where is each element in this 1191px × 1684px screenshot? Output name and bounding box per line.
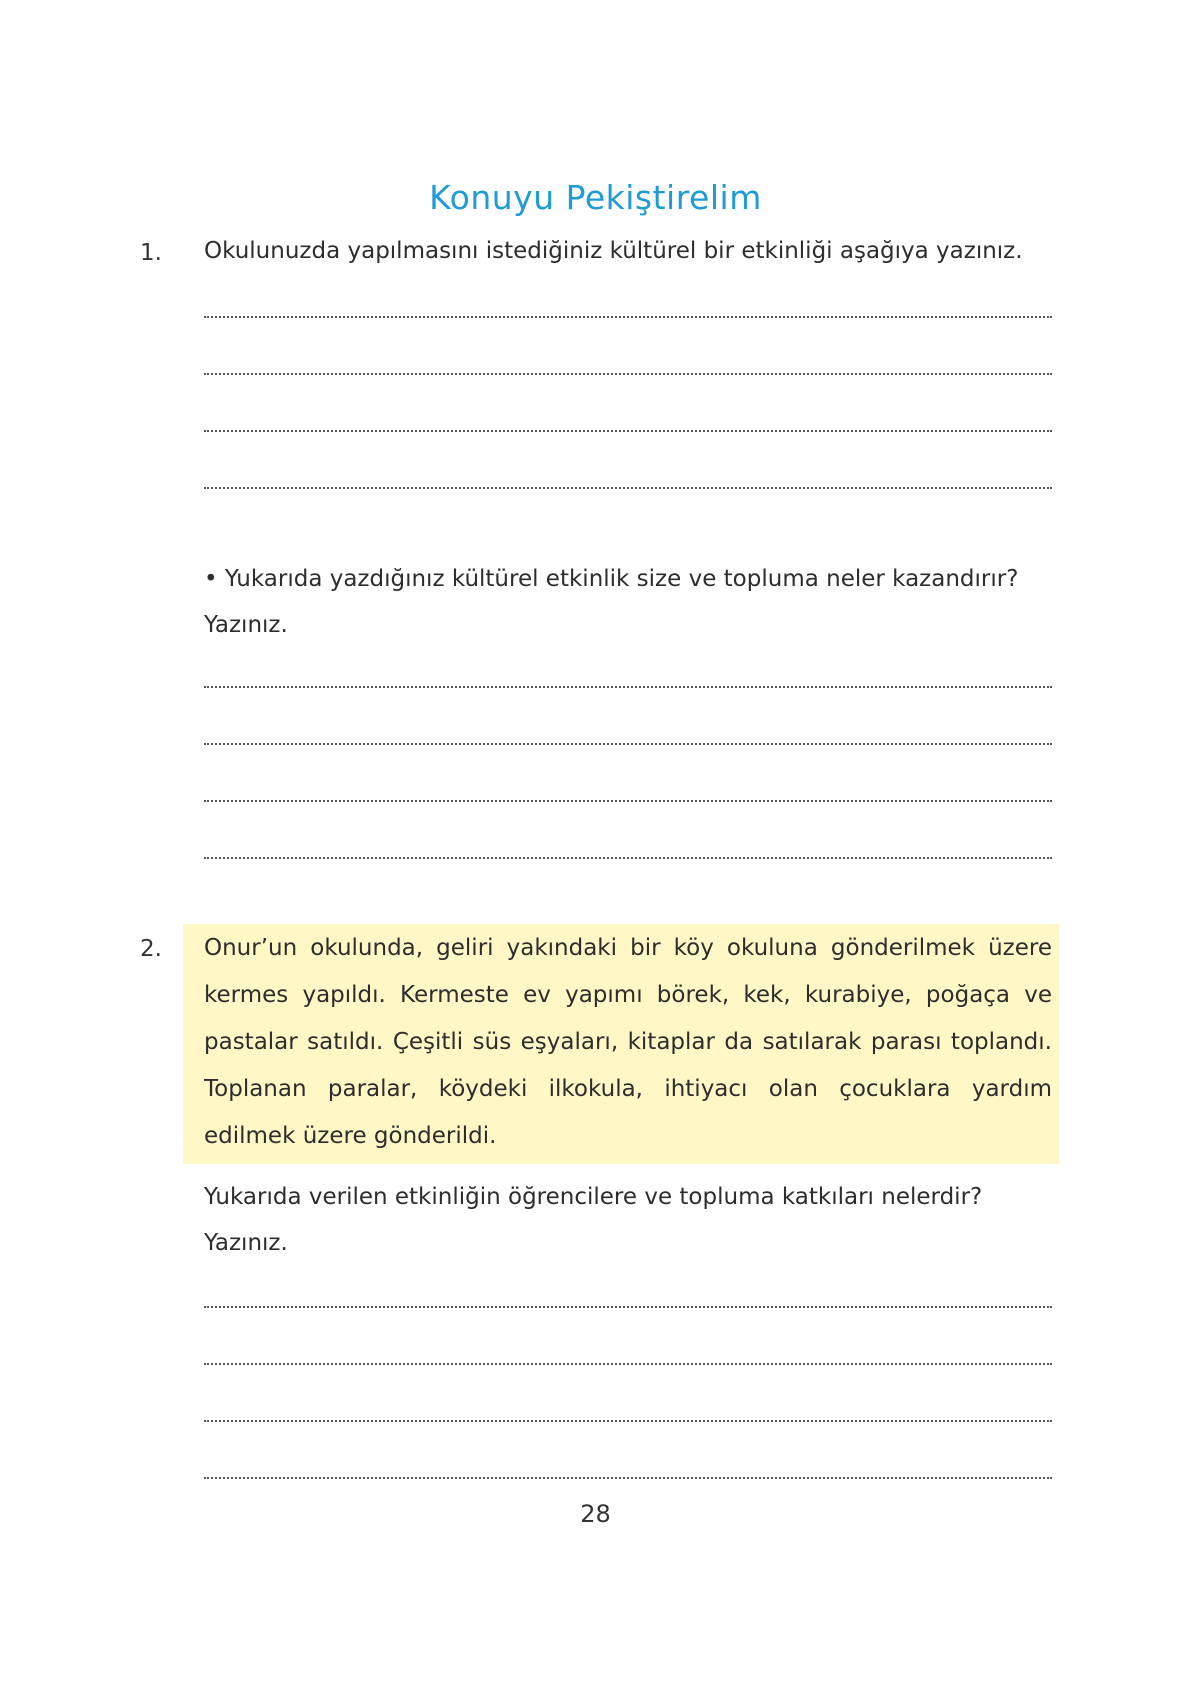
question-2-prompt-cont: Yazınız. [204,1230,288,1256]
page-title: Konuyu Pekiştirelim [429,178,762,217]
question-2-number: 2. [140,936,162,962]
answer-line-q1b-1[interactable] [204,686,1052,688]
answer-line-q2-3[interactable] [204,1420,1052,1422]
question-1-number: 1. [140,240,162,266]
question-2-passage: Onur’un okulunda, geliri yakındaki bir köy okuluna gönderilmek üzere kermes yapıldı. Kermeste ev yapımı börek, kek, kurabiye, poğaça ve pastalar satıldı. Çeşitli süs eşyaları, kitaplar da satılarak parası toplandı. Toplanan paralar, köydeki ilkokula, ihtiyacı olan çocuklara yardım edilmek üzere gönderildi. [204,935,1052,1149]
answer-line-q1-3[interactable] [204,430,1052,432]
answer-line-q1-4[interactable] [204,487,1052,489]
answer-line-q2-4[interactable] [204,1477,1052,1479]
question-1-subprompt-cont: Yazınız. [204,612,288,638]
question-1-prompt: Okulunuzda yapılmasını istediğiniz kültürel bir etkinliği aşağıya yazınız. [204,238,1023,264]
page-number: 28 [580,1500,611,1528]
question-2-prompt: Yukarıda verilen etkinliğin öğrencilere ve topluma katkıları nelerdir? [204,1184,983,1210]
question-1-subprompt: • Yukarıda yazdığınız kültürel etkinlik size ve topluma neler kazandırır? [204,566,1019,592]
answer-line-q2-1[interactable] [204,1306,1052,1308]
answer-line-q1b-2[interactable] [204,743,1052,745]
answer-line-q1b-4[interactable] [204,857,1052,859]
answer-line-q1-2[interactable] [204,373,1052,375]
answer-line-q1-1[interactable] [204,316,1052,318]
answer-line-q1b-3[interactable] [204,800,1052,802]
answer-line-q2-2[interactable] [204,1363,1052,1365]
